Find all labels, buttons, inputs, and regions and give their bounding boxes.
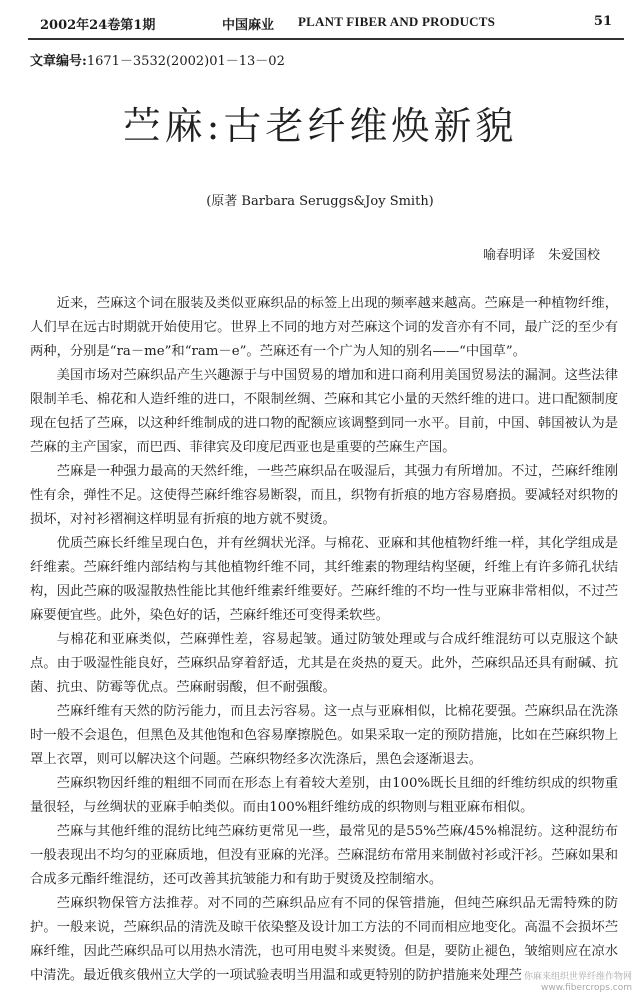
- paragraph: 苎麻织物因纤维的粗细不同而在形态上有着较大差别，由100%既长且细的纤维纺织成的织物重量很轻，与丝绸状的亚麻手帕类似。而由100%粗纤维纺成的织物则与粗亚麻布相似。: [30, 776, 618, 815]
- paragraph: 苎麻纤维有天然的防污能力，而且去污容易。这一点与亚麻相似，比棉花要强。苎麻织品在洗涤时一般不会退色，但黑色及其他饱和色容易摩擦脱色。如果采取一定的预防措施，比如在苎麻织物上罩上衣罩，则可以解决这个问题。苎麻织物经多次洗涤后，黑色会逐渐退去。: [30, 704, 618, 767]
- paragraph: 与棉花和亚麻类似，苎麻弹性差，容易起皱。通过防皱处理或与合成纤维混纺可以克服这个缺点。由于吸湿性能良好，苎麻织品穿着舒适，尤其是在炎热的夏天。此外，苎麻织品还具有耐碱、抗菌、抗虫、防霉等优点。苎麻耐弱酸，但不耐强酸。: [30, 632, 618, 695]
- paragraph: 苎麻是一种强力最高的天然纤维，一些苎麻织品在吸湿后，其强力有所增加。不过，苎麻纤维刚性有余，弹性不足。这使得苎麻纤维容易断裂，而且，织物有折痕的地方容易磨损。要减轻对织物的损坏，对衬衫褶裥这样明显有折痕的地方就不熨烫。: [30, 464, 618, 527]
- article-body: [30, 292, 618, 988]
- article-title: 苎麻:古老纤维焕新貌: [122, 104, 518, 148]
- page-number: 51: [593, 14, 612, 29]
- header-rule: [28, 38, 624, 40]
- journal-name-en: PLANT FIBER AND PRODUCTS: [298, 14, 496, 29]
- watermark-line-1: 你麻来组织世界纤维作物网: [523, 972, 632, 982]
- paragraph: 苎麻与其他纤维的混纺比纯苎麻纺更常见一些，最常见的是55%苎麻/45%棉混纺。这种混纺布一般表现出不均匀的亚麻质地，但没有亚麻的光泽。苎麻混纺布常用来制做衬衫或汗衫。苎麻如果和合成多元酯纤维混纺，还可改善其抗皱能力和有助于熨烫及控制缩水。: [30, 824, 618, 887]
- paragraph: 美国市场对苎麻织品产生兴趣源于与中国贸易的增加和进口商利用美国贸易法的漏洞。这些法律限制羊毛、棉花和人造纤维的进口，不限制丝绸、苎麻和其它小量的天然纤维的进口。进口配额制度现在包括了苎麻，以这种纤维制成的进口物的配额应该调整到同一水平。目前，中国、韩国被认为是苎麻的主产国家，而巴西、菲律宾及印度尼西亚也是重要的苎麻生产国。: [30, 368, 618, 455]
- article-number: [30, 50, 285, 69]
- watermark-url: www.fibercrops.com: [541, 983, 632, 993]
- paragraph: 优质苎麻长纤维呈现白色，并有丝绸状光泽。与棉花、亚麻和其他植物纤维一样，其化学组成是纤维素。苎麻纤维内部结构与其他植物纤维不同，其纤维素的物理结构坚硬，纤维上有许多筛孔状结构，因此苎麻的吸湿散热性能比其他纤维素纤维要好。苎麻纤维的不均一性与亚麻非常相似，不过苎麻要便宜些。此外，染色好的话，苎麻纤维还可变得柔软些。: [30, 536, 618, 623]
- journal-name-cn: 中国麻业: [222, 18, 275, 33]
- article-number-value: 1671－3532(2002)01－13－02: [86, 54, 285, 69]
- article-number-label: 文章编号:: [30, 54, 87, 69]
- issue-info: 2002年24卷第1期: [40, 18, 156, 33]
- original-authors: (原著 Barbara Seruggs&Joy Smith): [206, 194, 434, 209]
- running-header: [30, 14, 620, 36]
- translator-credit: 喻春明译 朱爱国校: [482, 248, 600, 263]
- paragraph: 苎麻织物保管方法推荐。对不同的苎麻织品应有不同的保管措施，但纯苎麻织品无需特殊的防护。一般来说，苎麻织品的清洗及晾干依染整及设计加工方法的不同而相应地变化。高温不会损坏苎麻纤维，因此苎麻织品可以用热水清洗，也可用电熨斗来熨烫。但是，要防止褪色，皱缩则应在凉水中清洗。最近俄亥俄州立大学的一项试验表明当用温和或更特别的防护措施来处理苎: [30, 896, 618, 983]
- watermark: [524, 972, 632, 994]
- paragraph: 近来，苎麻这个词在服装及类似亚麻织品的标签上出现的频率越来越高。苎麻是一种植物纤维，人们早在远古时期就开始使用它。世界上不同的地方对苎麻这个词的发音亦有不同，最广泛的至少有两种，分别是“ra－me”和“ram－e”。苎麻还有一个广为人知的别名——“中国草”。: [30, 296, 618, 359]
